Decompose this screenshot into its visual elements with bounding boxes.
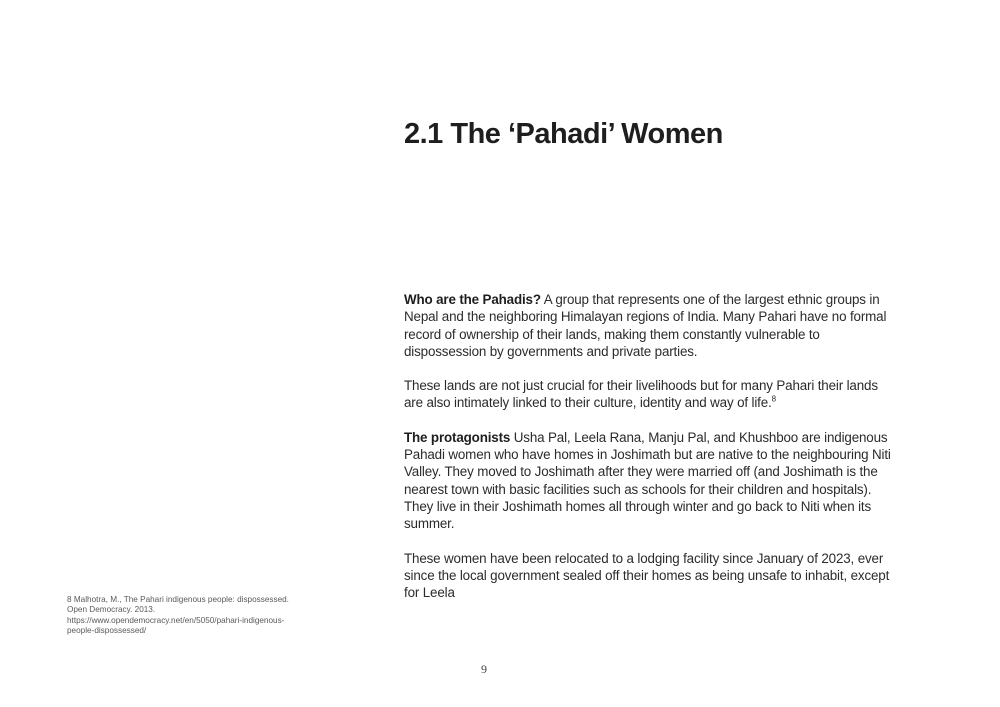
- paragraph-text: These lands are not just crucial for their livelihoods but for many Pahari their lands are also intimately linked to their culture, identity and way of life.: [404, 378, 878, 411]
- paragraph-protagonists: [404, 429, 900, 533]
- paragraph-lead: The protagonists: [404, 429, 511, 445]
- footnote-citation: 8 Malhotra, M., The Pahari indigenous people: dispossessed.: [67, 595, 289, 604]
- paragraph-who-are-pahadis: [404, 291, 900, 360]
- body-text: [404, 291, 900, 618]
- paragraph-text: A group that represents one of the largest ethnic groups in Nepal and the neighboring Himalayan regions of India. Many Pahari have no formal record of ownership of their lands, making them constantly vulnerable to dispossession by governments and private parties.: [404, 292, 887, 359]
- paragraph-lead: Who are the Pahadis?: [404, 292, 541, 307]
- footnote-reference[interactable]: 8: [771, 395, 776, 405]
- paragraph-relocation: [404, 550, 900, 602]
- footnote-url-continued[interactable]: people-dispossessed/: [67, 626, 147, 636]
- footnote-url[interactable]: https://www.opendemocracy.net/en/5050/pahari-indigenous-: [67, 615, 285, 625]
- paragraph-lands: [404, 377, 900, 412]
- footnote: [67, 595, 307, 637]
- footnote-source: Open Democracy. 2013.: [67, 605, 156, 615]
- page-number: 9: [481, 662, 487, 676]
- paragraph-text: These women have been relocated to a lodging facility since January of 2023, ever since the local government sealed off their homes as being unsafe to inhabit, except for Leela: [404, 550, 890, 601]
- section-heading: 2.1 The ‘Pahadi’ Women: [404, 118, 723, 150]
- paragraph-text: Usha Pal, Leela Rana, Manju Pal, and Khushboo are indigenous Pahadi women who have homes in Joshimath but are native to the neighbouring Niti Valley. They moved to Joshimath after they were married off (and Joshimath is the nearest town with basic facilities such as schools for their children and hospitals). They live in their Joshimath homes all through winter and go back to Niti when its summer.: [404, 429, 891, 532]
